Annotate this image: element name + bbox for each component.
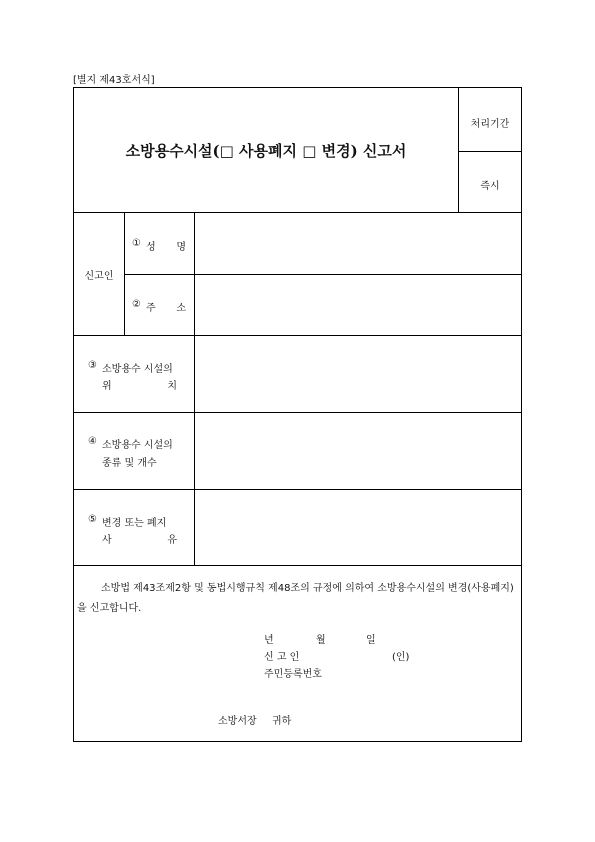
divider — [458, 151, 522, 152]
signer-label: 신 고 인 — [264, 652, 300, 663]
reason-label-line2: 사 유 — [102, 535, 177, 546]
divider — [74, 565, 522, 566]
resident-number-label: 주민등록번호 — [264, 669, 322, 680]
reason-number: ⑤ — [88, 514, 97, 525]
applicant-group-label: 신고인 — [84, 271, 114, 282]
location-label-line2: 위 치 — [102, 381, 177, 392]
date-year: 년 — [264, 635, 274, 646]
type-count-field[interactable] — [195, 413, 522, 489]
address-field[interactable] — [195, 275, 522, 335]
address-label: 주 소 — [146, 303, 186, 314]
processing-period-value: 즉시 — [480, 181, 500, 192]
declaration-text: 소방법 제43조제2항 및 동법시행규칙 제48조의 규정에 의하여 소방용수시설의 변경(사용폐지)을 신고합니다. — [77, 583, 514, 614]
form-title: 소방용수시설(□ 사용폐지 □ 변경) 신고서 — [125, 142, 407, 160]
name-label: 성 명 — [146, 242, 186, 253]
location-field[interactable] — [195, 336, 522, 412]
location-number: ③ — [88, 360, 97, 371]
reason-field[interactable] — [195, 490, 522, 565]
report-form — [73, 87, 522, 742]
addressee: 소방서장 — [218, 716, 257, 727]
processing-period-label: 처리기간 — [470, 119, 510, 130]
divider — [124, 212, 125, 335]
type-count-label-line2: 종류 및 개수 — [102, 458, 157, 469]
form-number-label: [별지 제43호서식] — [73, 75, 155, 86]
divider — [458, 88, 459, 212]
type-count-label-line1: 소방용수 시설의 — [102, 440, 173, 451]
name-field[interactable] — [195, 213, 522, 274]
location-label-line1: 소방용수 시설의 — [102, 364, 173, 375]
name-number: ① — [132, 238, 141, 249]
date-day: 일 — [366, 635, 376, 646]
addressee-suffix: 귀하 — [272, 716, 292, 727]
reason-label-line1: 변경 또는 폐지 — [102, 518, 167, 529]
date-month: 월 — [316, 635, 326, 646]
type-count-number: ④ — [88, 436, 97, 447]
address-number: ② — [132, 299, 141, 310]
seal-mark: (인) — [392, 652, 410, 663]
